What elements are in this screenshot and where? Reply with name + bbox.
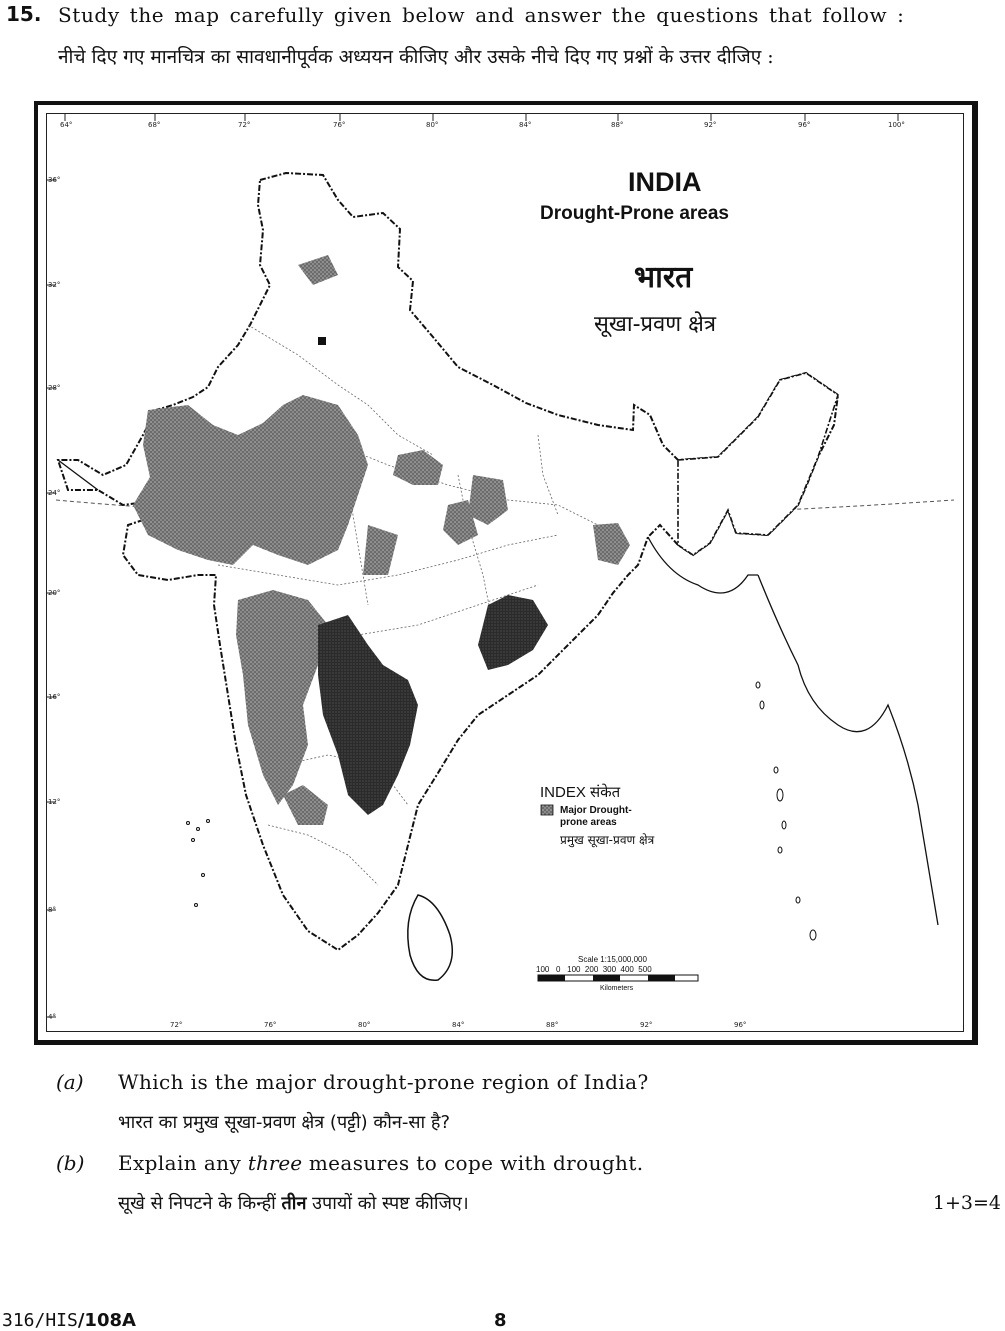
question-number: 15.	[6, 2, 42, 26]
map-drawing	[38, 105, 972, 1040]
tick-bottom-2: 76°	[264, 1021, 277, 1029]
subquestion-b-hindi-pre: सूखे से निपटने के किन्हीं	[118, 1193, 282, 1214]
tick-top-1: 64°	[60, 121, 73, 129]
page-number: 8	[494, 1310, 507, 1331]
scale-bar	[538, 975, 698, 981]
tick-top-5: 80°	[426, 121, 439, 129]
tick-bottom-7: 96°	[734, 1021, 747, 1029]
subquestion-b-text-pre: Explain any	[118, 1151, 248, 1175]
subquestion-a-text: Which is the major drought-prone region of India?	[118, 1070, 649, 1094]
tick-left-8: 8°	[48, 906, 56, 914]
scale-label: Scale 1:15,000,000	[578, 955, 647, 964]
tick-left-4: 24°	[48, 489, 61, 497]
tick-left-1: 36°	[48, 176, 61, 184]
tick-bottom-1: 72°	[170, 1021, 183, 1029]
tick-top-6: 84°	[519, 121, 532, 129]
subquestion-b-text-post: measures to cope with drought.	[302, 1151, 644, 1175]
map-subtitle-hindi: सूखा-प्रवण क्षेत्र	[594, 312, 717, 337]
tick-top-2: 68°	[148, 121, 161, 129]
tick-left-6: 16°	[48, 693, 61, 701]
legend-heading: INDEX संकेत	[540, 784, 621, 801]
legend-item-en-1: Major Drought-	[560, 805, 632, 816]
north-east-outline	[678, 373, 838, 555]
subquestion-b-hindi-post: उपायों को स्पष्ट कीजिए।	[306, 1193, 469, 1214]
tick-bottom-5: 88°	[546, 1021, 559, 1029]
legend-swatch	[541, 805, 553, 815]
paper-code-suffix: /108A	[77, 1310, 136, 1331]
scale-ticks: 100 0 100 200 300 400 500	[536, 965, 652, 974]
subquestion-b-english	[56, 1151, 644, 1175]
map-title-hindi: भारत	[634, 260, 693, 295]
tick-left-3: 28°	[48, 384, 61, 392]
legend-item-hi: प्रमुख सूखा-प्रवण क्षेत्र	[560, 833, 655, 847]
subquestion-b-hindi	[118, 1191, 469, 1215]
map-subtitle: Drought-Prone areas	[540, 203, 729, 224]
subquestion-b-label: (b)	[56, 1151, 85, 1175]
question-text-english: Study the map carefully given below and answer the questions that follow :	[58, 3, 905, 27]
tick-top-10: 100°	[888, 121, 905, 129]
tick-bottom-4: 84°	[452, 1021, 465, 1029]
tick-top-9: 96°	[798, 121, 811, 129]
marks-allocation: 1+3=4	[932, 1192, 1001, 1214]
subquestion-b-emphasis: three	[247, 1151, 303, 1175]
tick-top-8: 92°	[704, 121, 717, 129]
question-text-hindi: नीचे दिए गए मानचित्र का सावधानीपूर्वक अध्ययन कीजिए और उसके नीचे दिए गए प्रश्नों के उत्तर दीजिए :	[58, 46, 774, 68]
paper-code	[2, 1310, 136, 1331]
india-outline	[58, 173, 838, 950]
myanmar-coast	[758, 575, 938, 925]
subquestion-a-english	[56, 1070, 649, 1094]
tick-left-9: 4°	[48, 1013, 56, 1021]
tick-left-2: 32°	[48, 281, 61, 289]
tick-left-7: 12°	[48, 798, 61, 806]
sri-lanka-outline	[408, 895, 453, 980]
tick-left-5: 20°	[48, 589, 61, 597]
subquestion-a-hindi: भारत का प्रमुख सूखा-प्रवण क्षेत्र (पट्टी) कौन-सा है?	[118, 1112, 451, 1133]
subquestion-b-hindi-bold: तीन	[281, 1193, 307, 1214]
tick-bottom-6: 92°	[640, 1021, 653, 1029]
paper-code-prefix: 316/HIS	[2, 1310, 78, 1331]
map-title: INDIA	[628, 167, 702, 197]
subquestion-a-label: (a)	[56, 1070, 84, 1094]
legend-item-en-2: prone areas	[560, 817, 617, 828]
tick-top-4: 76°	[333, 121, 346, 129]
tick-top-7: 88°	[611, 121, 624, 129]
tick-bottom-3: 80°	[358, 1021, 371, 1029]
tick-top-3: 72°	[238, 121, 251, 129]
scale-unit: Kilometers	[600, 985, 634, 992]
india-drought-map	[34, 101, 978, 1045]
